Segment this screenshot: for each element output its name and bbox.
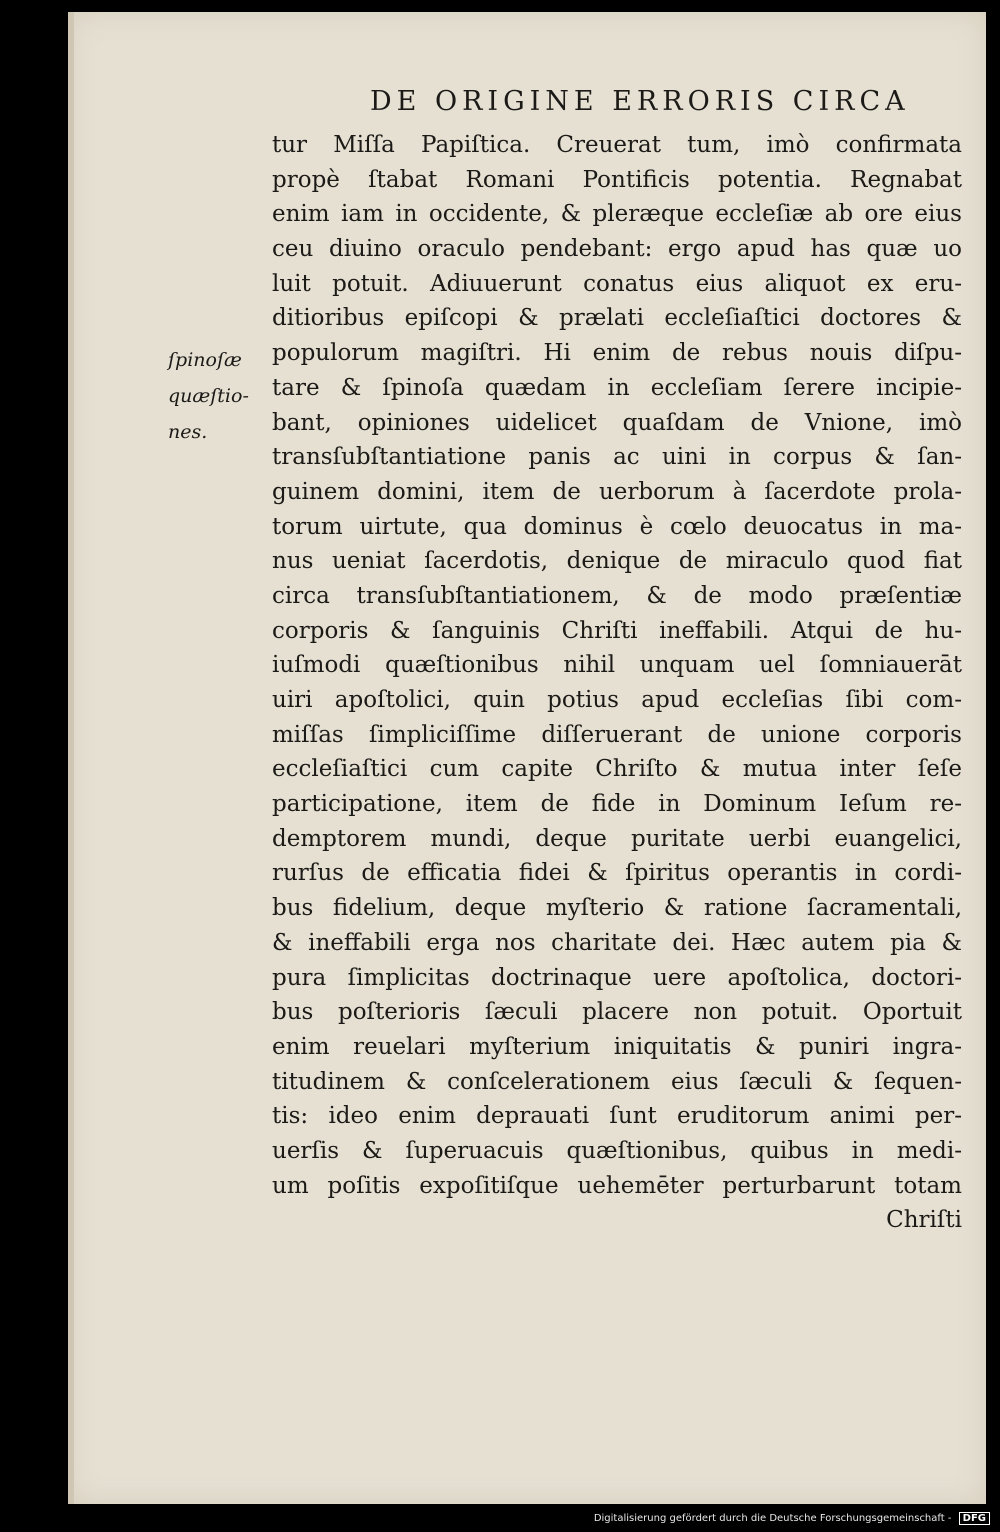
- footer-credit-text: Digitalisierung gefördert durch die Deutsche Forschungsgemeinschaft -: [593, 1513, 952, 1524]
- text-line: & ineffabili erga nos charitate dei. Hæc autem pia &: [272, 929, 962, 956]
- text-line: pura ſimplicitas doctrinaque uere apoſtolica, doctori-: [272, 964, 962, 991]
- body-text: [272, 128, 962, 1238]
- text-line: transſubſtantiatione panis ac uini in corpus & ſan-: [272, 444, 962, 471]
- text-line: ceu diuino oraculo pendebant: ergo apud has quæ uo: [272, 236, 962, 263]
- text-line: nus ueniat ſacerdotis, denique de miraculo quod fiat: [272, 548, 962, 575]
- text-line: uerſis & ſuperuacuis quæſtionibus, quibus in medi-: [272, 1137, 962, 1164]
- text-line: eccleſiaſtici cum capite Chriſto & mutua inter ſeſe: [272, 756, 962, 783]
- text-line: tare & ſpinoſa quædam in eccleſiam ſerere incipie-: [272, 374, 962, 401]
- text-line: demptorem mundi, deque puritate uerbi euangelici,: [272, 825, 962, 852]
- text-line: enim iam in occidente, & pleræque eccleſiæ ab ore eius: [272, 201, 962, 228]
- running-head: DE ORIGINE ERRORIS CIRCA: [370, 86, 910, 117]
- marginal-note-line: quæſtio-: [168, 385, 249, 407]
- marginal-note-line: ſpinoſæ: [168, 349, 242, 371]
- footer-credit: [594, 1512, 990, 1525]
- page-edge: [68, 12, 74, 1504]
- text-line: luit potuit. Adiuuerunt conatus eius aliquot ex eru-: [272, 270, 962, 297]
- text-line: circa transſubſtantiationem, & de modo præſentiæ: [272, 582, 962, 609]
- text-line: propè ſtabat Romani Pontificis potentia. Regnabat: [272, 166, 962, 193]
- text-line: guinem domini, item de uerborum à ſacerdote prola-: [272, 478, 962, 505]
- catchword: Chriſti: [886, 1207, 962, 1234]
- text-line: enim reuelari myſterium iniquitatis & puniri ingra-: [272, 1033, 962, 1060]
- marginal-note-line: nes.: [168, 421, 208, 443]
- text-line: tis: ideo enim deprauati ſunt eruditorum animi per-: [272, 1103, 962, 1130]
- text-line: corporis & ſanguinis Chriſti ineffabili. Atqui de hu-: [272, 617, 962, 644]
- dfg-logo: DFG: [959, 1512, 990, 1525]
- text-line: tur Miſſa Papiſtica. Creuerat tum, imò confirmata: [272, 132, 962, 158]
- text-line: uiri apoſtolici, quin potius apud eccleſias ſibi com-: [272, 687, 962, 713]
- text-line: participatione, item de fide in Dominum Ieſum re-: [272, 791, 962, 818]
- text-line: bus fidelium, deque myſterio & ratione ſacramentali,: [272, 895, 962, 922]
- text-line: torum uirtute, qua dominus è cœlo deuocatus in ma-: [272, 513, 962, 540]
- text-line: miſſas ſimpliciſſime diſſeruerant de unione corporis: [272, 721, 962, 748]
- marginal-note: [168, 342, 268, 450]
- text-line: populorum magiſtri. Hi enim de rebus nouis diſpu-: [272, 340, 962, 367]
- text-line: iuſmodi quæſtionibus nihil unquam uel ſomniauerāt: [272, 652, 962, 679]
- text-line: um poſitis expoſitiſque uehemēter perturbarunt totam: [272, 1172, 962, 1199]
- text-line: bus poſterioris ſæculi placere non potuit. Oportuit: [272, 999, 962, 1026]
- text-line: bant, opiniones uidelicet quaſdam de Vnione, imò: [272, 409, 962, 436]
- text-line: titudinem & conſcelerationem eius ſæculi & ſequen-: [272, 1068, 962, 1095]
- text-line: ditioribus epiſcopi & prælati eccleſiaſtici doctores &: [272, 305, 962, 332]
- text-line: rurſus de efficatia fidei & ſpiritus operantis in cordi-: [272, 860, 962, 887]
